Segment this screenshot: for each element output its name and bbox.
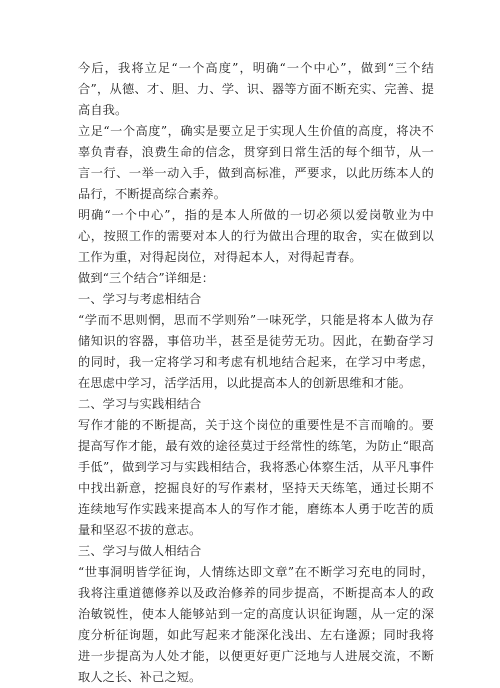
section-heading-1: 一、学习与考虑相结合 [78,292,202,306]
section-heading-2: 二、学习与实践相结合 [78,397,202,411]
paragraph-study-conduct: “世事洞明皆学征询，人情练达即文章”在不断学习充电的同时，我将注重道德修养以及政治修养的同步提高，不断提高本人的政治敏锐性，使本人能够站到一定的高度认识征询题，从一定的深度分析征询题，如此写起来才能深化浅出、左右逢源；同时我将进一步提高为人处才能，以便更好更广泛地与人进展交流，不断取人之长、补己之短。 [78,565,434,684]
paragraph-one-height: 立足“一个高度”，确实是要立足于实现人生价值的高度，将决不辜负青春，浪费生命的信念，贯穿到日常生活的每个细节，从一言一行、一举一动入手，做到高标准，严要求，以此历练本人的品行，不断提高综合素养。 [78,124,434,201]
paragraph-study-practice: 写作才能的不断提高，关于这个岗位的重要性是不言而喻的。要提高写作才能，最有效的途径莫过于经常性的练笔，为防止“眼高手低”，做到学习与实践相结合，我将悉心体察生活，从平凡事件中找出新意，挖掘良好的写作素材，坚持天天练笔，通过长期不连续地写作实践来提高本人的写作才能，磨练本人勇于吃苦的质量和坚忍不拔的意志。 [78,418,434,537]
document-page [78,58,434,688]
paragraph-study-thinking: “学而不思则惘，思而不学则殆”一味死学，只能是将本人做为存储知识的容器，事倍功半，甚至是徒劳无功。因此，在勤奋学习的同时，我一定将学习和考虑有机地结合起来，在学习中考虑，在思虑中学习，活学活用，以此提高本人的创新思维和才能。 [78,313,434,390]
paragraph-one-center: 明确“一个中心”，指的是本人所做的一切必须以爱岗敬业为中心，按照工作的需要对本人的行为做出合理的取舍，实在做到以工作为重，对得起岗位，对得起本人，对得起青春。 [78,208,434,264]
paragraph-intro: 今后，我将立足“一个高度”，明确“一个中心”，做到“三个结合”，从德、才、胆、力、学、识、器等方面不断充实、完善、提高自我。 [78,61,434,117]
paragraph-three-combinations: 做到“三个结合”详细是： [78,271,215,285]
section-heading-3: 三、学习与做人相结合 [78,544,202,558]
